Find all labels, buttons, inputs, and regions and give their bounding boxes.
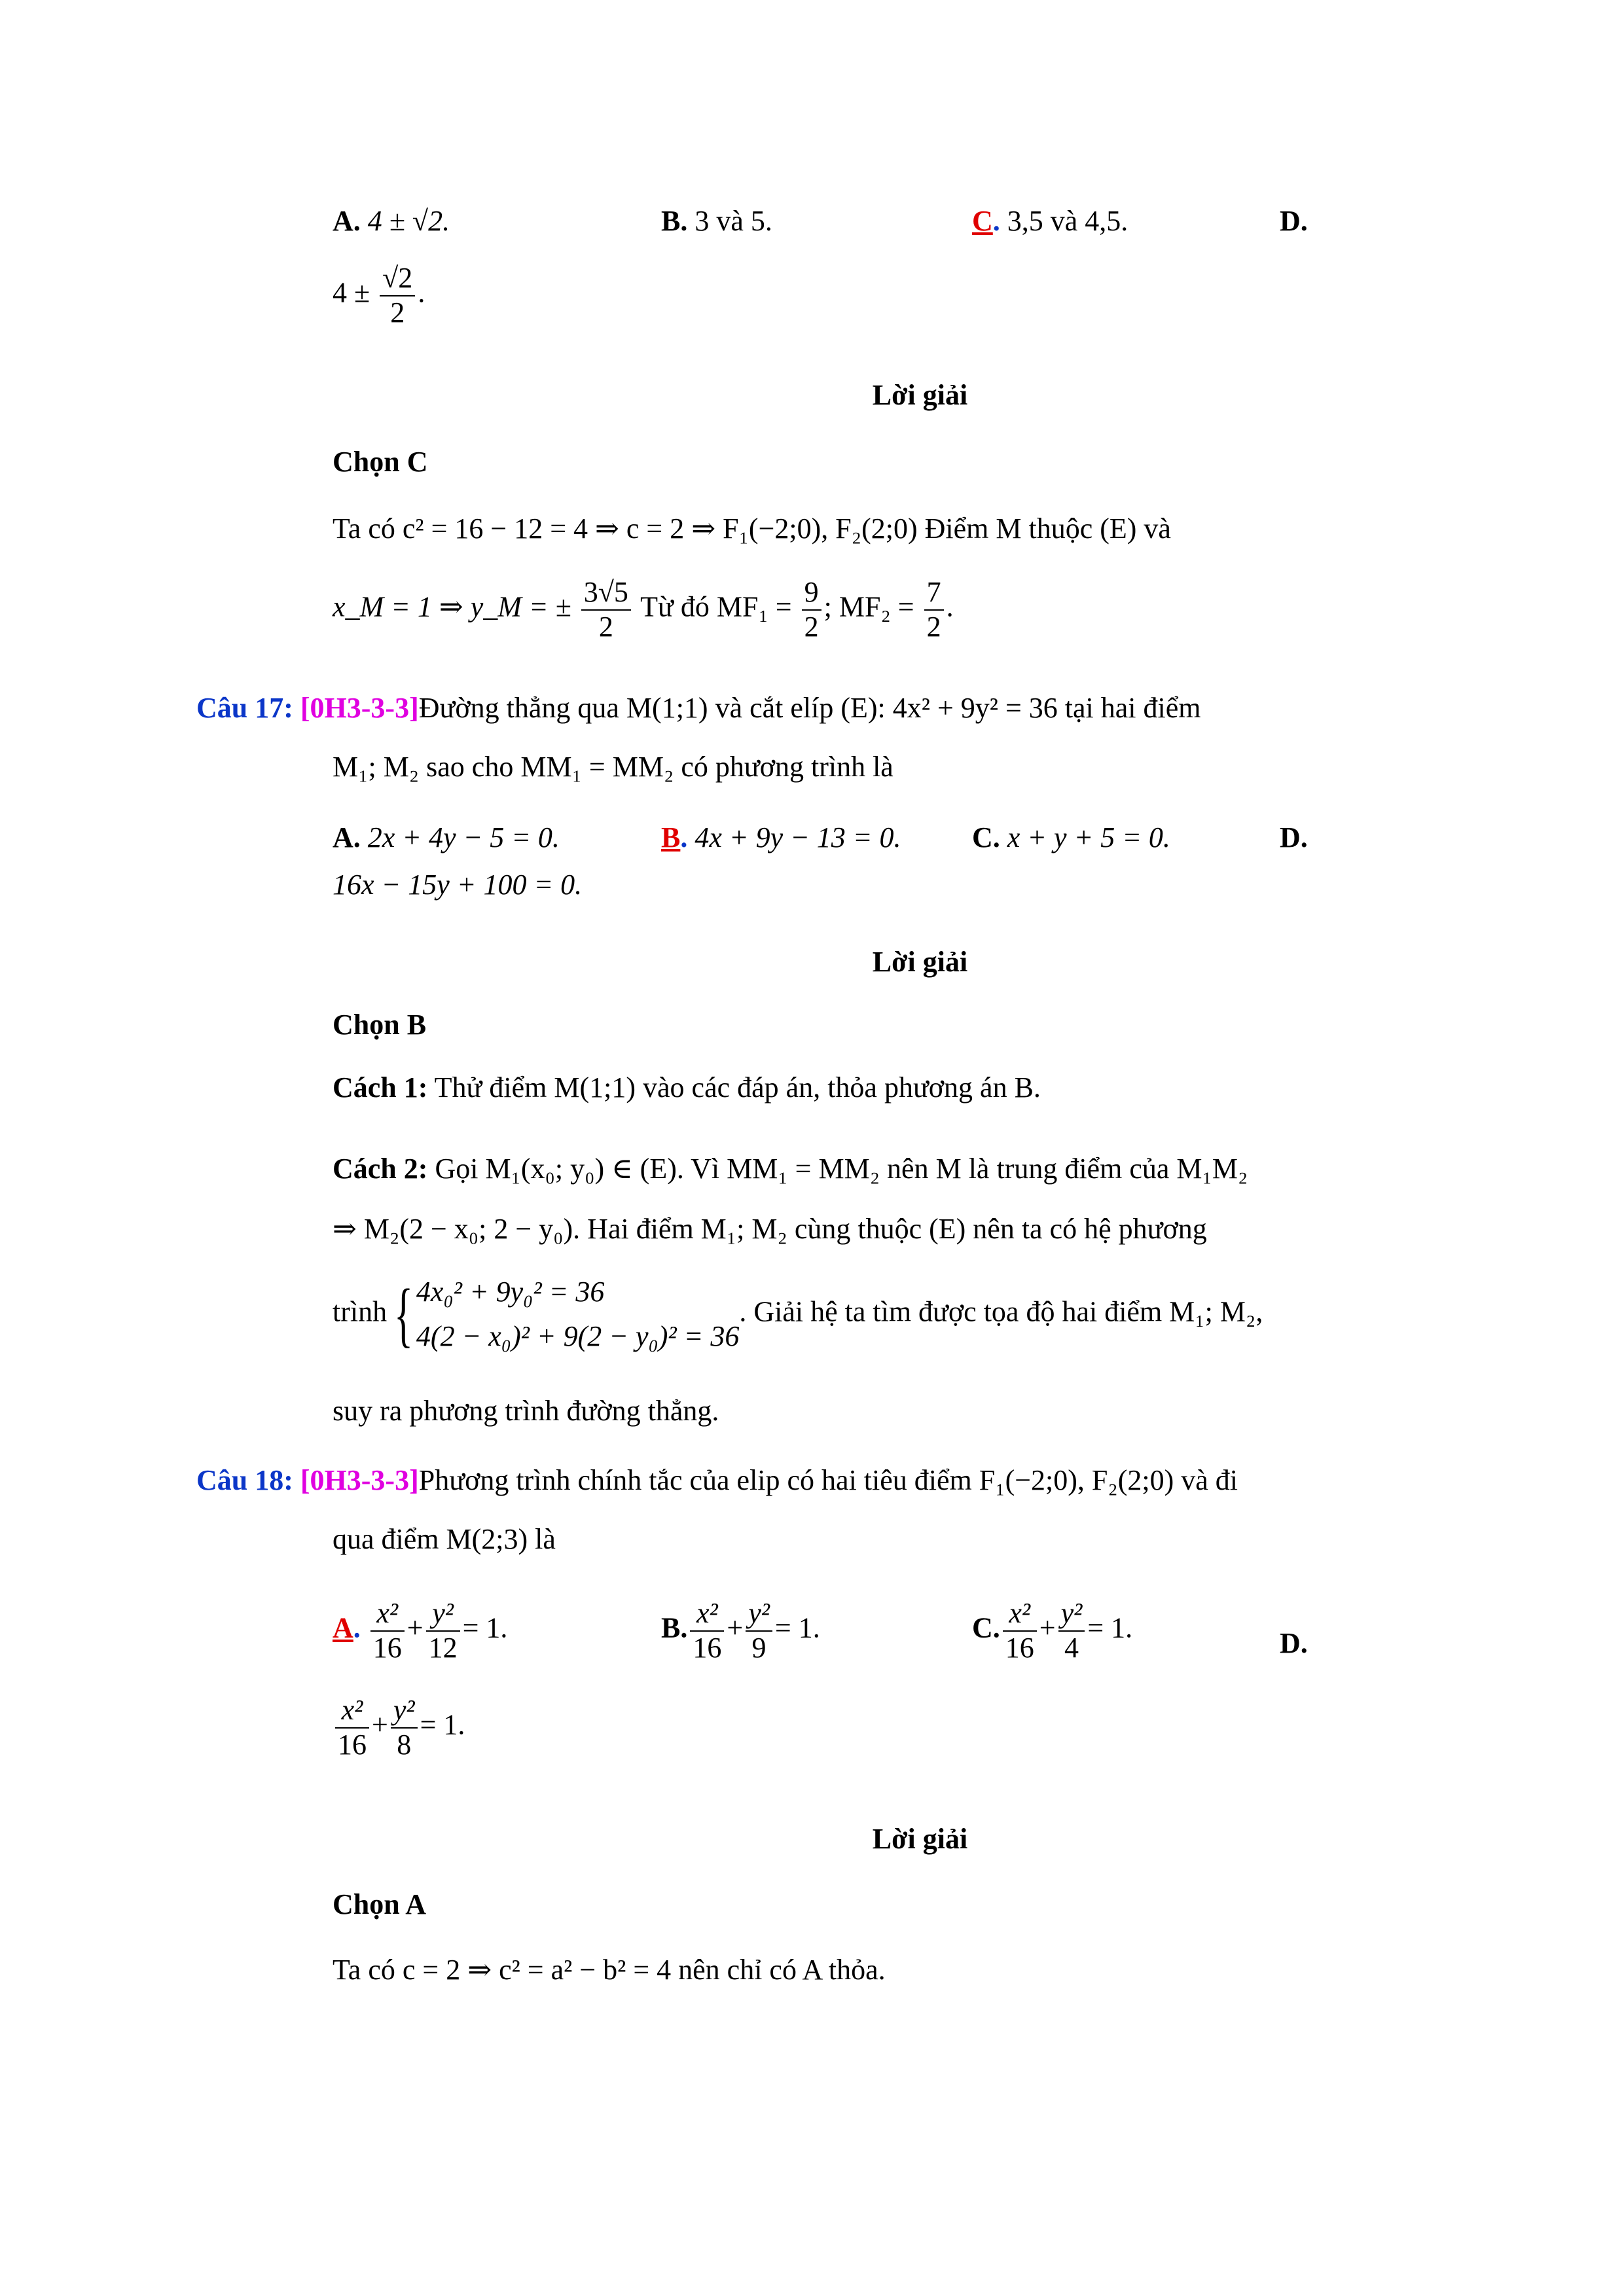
sol16-mf2-den: 2 bbox=[926, 610, 941, 643]
q16-option-c-dot: . bbox=[992, 205, 1000, 237]
q18-c-x-fraction: $\frac{\text{x²}}{16}$ bbox=[1003, 1597, 1037, 1664]
q17-option-b-text: 4x + 9y − 13 = 0. bbox=[695, 821, 901, 853]
q17-option-c-text: x + y + 5 = 0. bbox=[1007, 821, 1170, 853]
q18-option-d-label: D. bbox=[1280, 1627, 1308, 1659]
q16-option-d-den: 2 bbox=[390, 296, 405, 329]
sol18-choice: Chọn A bbox=[333, 1888, 427, 1920]
q18-option-d-value: $\frac{\text{x²}}{16}$ + $\frac{\text{y²}}{8}$ = 1. bbox=[333, 1694, 465, 1761]
sol16-line2-mid2: ; MF₂ = bbox=[823, 590, 914, 623]
q16-option-b-text: 3 và 5. bbox=[695, 205, 772, 237]
q18-stem-line1: Phương trình chính tắc của elip có hai tiêu điểm F₁(−2;0), F₂(2;0) và đi bbox=[418, 1464, 1238, 1496]
sol17-method2-text3-post: . Giải hệ ta tìm được tọa độ hai điểm M₁; M₂, bbox=[739, 1295, 1263, 1328]
sol16-ym-fraction bbox=[581, 576, 631, 643]
sol17-choice: Chọn B bbox=[333, 1009, 427, 1041]
sol16-line2: x_M = 1 ⇒ y_M = ± $\frac{3√5}{2}$ Từ đó MF₁ = $\frac{9}{2}$ ; MF₂ = $\frac{7}{2}$ . bbox=[333, 576, 954, 643]
q18-stem-line2: qua điểm M(2;3) là bbox=[333, 1523, 556, 1555]
q16-option-d-num: √2 bbox=[380, 262, 415, 296]
q18-a-y-fraction: $\frac{\text{y²}}{12}$ bbox=[426, 1597, 460, 1664]
q16-option-b-label: B. bbox=[661, 205, 688, 237]
sol17-system-eq2: 4(2 − x₀)² + 9(2 − y₀)² = 36 bbox=[416, 1320, 740, 1353]
system-brace-icon: { bbox=[394, 1274, 414, 1355]
q17-option-d-label: D. bbox=[1280, 821, 1308, 853]
q18-option-a-label: A bbox=[333, 1611, 353, 1644]
sol16-mf2-fraction bbox=[924, 576, 944, 643]
q16-option-a bbox=[333, 204, 450, 239]
q16-option-c-label: C bbox=[972, 205, 993, 237]
q16-option-d-label: D. bbox=[1280, 205, 1308, 237]
q17-code: [0H3-3-3] bbox=[300, 692, 419, 724]
sol17-method1-text: Thử điểm M(1;1) vào các đáp án, thỏa phương án B. bbox=[434, 1071, 1041, 1103]
sol18-line1: Ta có c = 2 ⇒ c² = a² − b² = 4 nên chỉ có A thỏa. bbox=[333, 1954, 886, 1986]
q17-stem-line1: Đường thẳng qua M(1;1) và cắt elíp (E): 4x² + 9y² = 36 tại hai điểm bbox=[418, 692, 1201, 724]
sol16-line2-pre: x_M = 1 ⇒ y_M = ± bbox=[333, 590, 571, 623]
sol16-heading: Lời giải bbox=[872, 379, 968, 411]
q18-d-y-fraction: $\frac{\text{y²}}{8}$ bbox=[391, 1694, 418, 1761]
q17-label: Câu 17: bbox=[196, 692, 293, 724]
q17-option-a-text: 2x + 4y − 5 = 0. bbox=[367, 821, 560, 853]
q18-b-x-fraction: $\frac{\text{x²}}{16}$ bbox=[690, 1597, 724, 1664]
q17-option-a-label: A. bbox=[333, 821, 361, 853]
sol17-method1 bbox=[333, 1071, 1041, 1105]
sol16-line2-mid: Từ đó MF₁ = bbox=[640, 590, 792, 623]
sol17-method2-line2: ⇒ M₂(2 − x₀; 2 − y₀). Hai điểm M₁; M₂ cùng thuộc (E) nên ta có hệ phương bbox=[333, 1213, 1207, 1245]
sol17-method1-label: Cách 1: bbox=[333, 1071, 428, 1103]
q17-option-c-label: C. bbox=[972, 821, 1000, 853]
q18-option-b: B. $\frac{\text{x²}}{16}$ + $\frac{\text{y²}}{9}$ = 1. bbox=[661, 1597, 820, 1664]
sol17-method2-label: Cách 2: bbox=[333, 1153, 428, 1185]
sol16-choice: Chọn C bbox=[333, 446, 428, 478]
q18-d-x-fraction: $\frac{\text{x²}}{16}$ bbox=[335, 1694, 369, 1761]
sol16-mf1-fraction bbox=[802, 576, 821, 643]
sol16-line1: Ta có c² = 16 − 12 = 4 ⇒ c = 2 ⇒ F₁(−2;0), F₂(2;0) Điểm M thuộc (E) và bbox=[333, 512, 1171, 545]
sol17-method2-text1: Gọi M₁(x₀; y₀) ∈ (E). Vì MM₁ = MM₂ nên M là trung điểm của M₁M₂ bbox=[435, 1153, 1248, 1185]
q17-option-d-text: 16x − 15y + 100 = 0. bbox=[333, 869, 583, 901]
q18-code: [0H3-3-3] bbox=[300, 1464, 419, 1496]
sol17-method2-line3 bbox=[333, 1270, 1263, 1359]
sol16-mf1-num: 9 bbox=[802, 576, 821, 611]
q17-option-b bbox=[661, 821, 901, 855]
sol18-heading: Lời giải bbox=[872, 1823, 968, 1855]
q18-b-y-fraction: $\frac{\text{y²}}{9}$ bbox=[746, 1597, 772, 1664]
q18-option-b-label: B. bbox=[661, 1611, 688, 1644]
q16-option-d bbox=[1280, 204, 1308, 239]
sol17-heading: Lời giải bbox=[872, 946, 968, 978]
q18-label: Câu 18: bbox=[196, 1464, 293, 1496]
sol17-method2-line1 bbox=[333, 1152, 1248, 1187]
q18-a-x-fraction: $\frac{\text{x²}}{16}$ bbox=[370, 1597, 405, 1664]
sol17-method2-line4: suy ra phương trình đường thẳng. bbox=[333, 1395, 719, 1427]
q16-option-b bbox=[661, 204, 772, 239]
sol16-mf2-num: 7 bbox=[924, 576, 944, 611]
q18-option-a: A. $\frac{\text{x²}}{16}$ + $\frac{\text{y²}}{12}$ = 1. bbox=[333, 1597, 508, 1664]
q18-c-y-fraction: $\frac{\text{y²}}{4}$ bbox=[1058, 1597, 1085, 1664]
sol17-equation-system bbox=[416, 1270, 739, 1359]
q17-option-b-label: B bbox=[661, 821, 681, 853]
q17-option-b-dot: . bbox=[680, 821, 688, 853]
q16-option-d-fraction bbox=[380, 262, 415, 329]
q16-option-c bbox=[972, 204, 1128, 239]
q18-option-a-dot: . bbox=[353, 1611, 361, 1644]
sol17-method2-trinh: trình bbox=[333, 1295, 388, 1328]
q16-option-d-value: 4 ± $\frac{√2}{2}$ . bbox=[333, 262, 425, 329]
q18-option-d bbox=[1280, 1626, 1308, 1661]
q18-option-c-label: C. bbox=[972, 1611, 1000, 1644]
q17-stem-line2: M₁; M₂ sao cho MM₁ = MM₂ có phương trình là bbox=[333, 751, 893, 783]
sol16-mf1-den: 2 bbox=[804, 610, 819, 643]
sol16-ym-num: 3√5 bbox=[581, 576, 631, 611]
q16-option-d-prefix: 4 ± bbox=[333, 276, 370, 309]
q16-option-a-text: 4 ± √2. bbox=[367, 205, 450, 237]
q18-option-c: C. $\frac{\text{x²}}{16}$ + $\frac{\text{y²}}{4}$ = 1. bbox=[972, 1597, 1133, 1664]
q16-option-a-label: A. bbox=[333, 205, 361, 237]
q18-text1 bbox=[196, 1463, 1238, 1498]
q16-option-c-text: 3,5 và 4,5. bbox=[1007, 205, 1128, 237]
q17-option-a bbox=[333, 821, 560, 855]
sol16-ym-den: 2 bbox=[598, 610, 613, 643]
sol17-system-eq1: 4x₀² + 9y₀² = 36 bbox=[416, 1276, 605, 1308]
q17-option-c bbox=[972, 821, 1170, 855]
q17-text1 bbox=[196, 691, 1201, 726]
q17-option-d bbox=[1280, 821, 1308, 855]
